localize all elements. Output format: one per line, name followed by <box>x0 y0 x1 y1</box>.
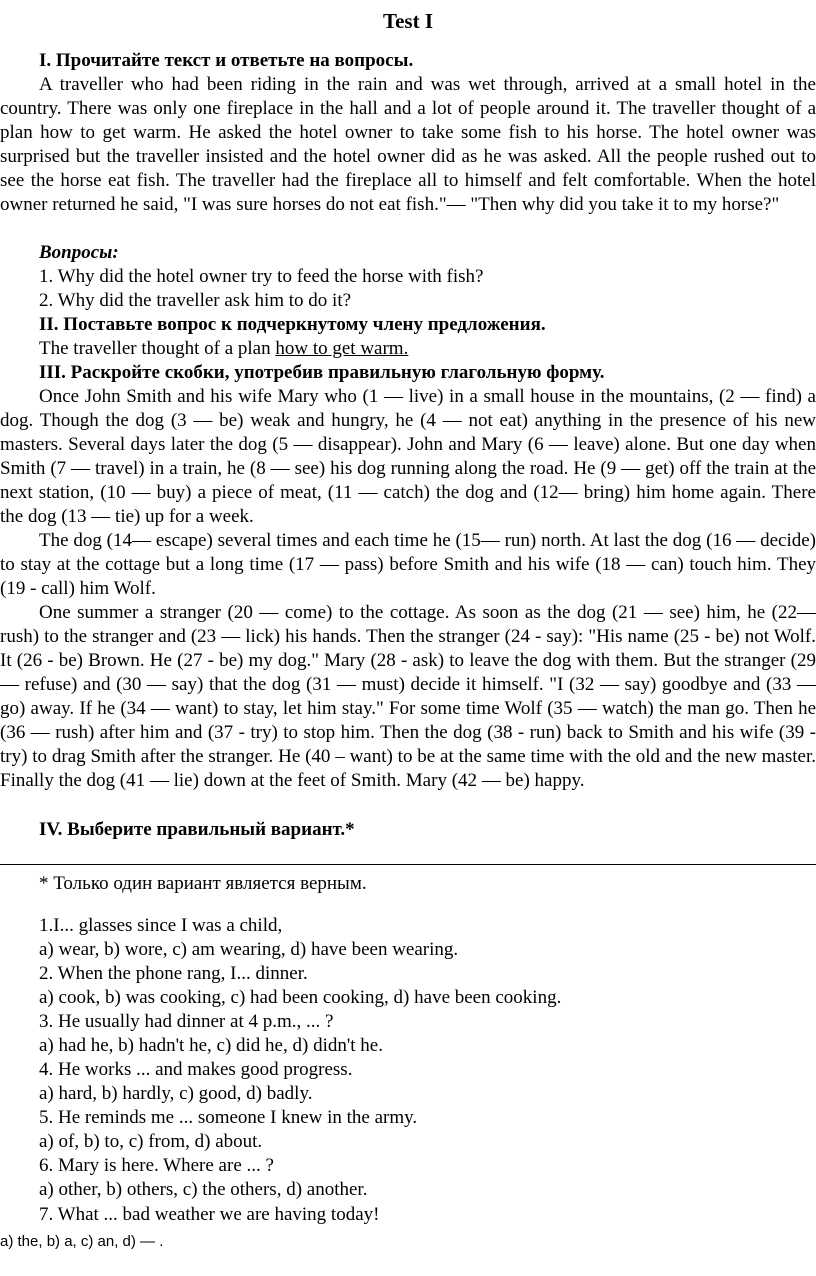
section-1-heading: I. Прочитайте текст и ответьте на вопросы. <box>39 50 414 71</box>
item-6-question: 6. Mary is here. Where are ... ? <box>39 1155 274 1176</box>
item-5-options: a) of, b) to, c) from, d) about. <box>39 1131 263 1152</box>
item-2-options: a) cook, b) was cooking, c) had been cooking, d) have been cooking. <box>39 987 562 1008</box>
question-1: 1. Why did the hotel owner try to feed the horse with fish? <box>39 266 484 287</box>
item-7-options: a) the, b) a, c) an, d) — . <box>0 1233 164 1250</box>
item-4-options: a) hard, b) hardly, c) good, d) badly. <box>39 1083 313 1104</box>
item-7-question: 7. What ... bad weather we are having today! <box>39 1204 380 1225</box>
footnote: * Только один вариант является верным. <box>39 873 367 894</box>
story-paragraph-3: One summer a stranger (20 — come) to the cottage. As soon as the dog (21 — see) him, he (22— rush) to the stranger and (23 — lick) his hands. Then the stranger (24 - say): "His name (25 - be) not Wolf. It (26 - be) Brown. He (27 - be) my dog." Mary (28 - ask) to leave the dog with them. But the stranger (29 — refuse) and (30 — say) that the dog (31 — must) decide it himself. "I (32 — say) goodbye and (33 — go) away. If he (34 — want) to stay, let him stay." For some time Wolf (35 — watch) the man go. Then he (36 — rush) after him and (37 - try) to stop him. Then the dog (38 - run) back to Smith and his wife (39 - try) to drag Smith after the stranger. He (40 – want) to be at the same time with the old and the new master. Finally the dog (41 — lie) down at the feet of Smith. Mary (42 — be) happy. <box>0 602 816 791</box>
reading-text: A traveller who had been riding in the rain and was wet through, arrived at a small hotel in the country. There was only one fireplace in the hall and a lot of people around it. The traveller thought of a plan how to get warm. He asked the hotel owner to take some fish to his horse. The hotel owner was surprised but the traveller insisted and the hotel owner did as he was asked. All the people rushed out to see the horse eat fish. The traveller had the fireplace all to himself and felt comfortable. When the hotel owner returned he said, "I was sure horses do not eat fish."— "Then why did you take it to my horse?" <box>0 74 816 215</box>
item-5-question: 5. He reminds me ... someone I knew in the army. <box>39 1107 418 1128</box>
document-title: Test I <box>383 9 433 33</box>
section-3-heading: III. Раскройте скобки, употребив правильную глагольную форму. <box>39 362 605 383</box>
section-2-sentence <box>0 337 816 361</box>
question-2: 2. Why did the traveller ask him to do it? <box>39 290 352 311</box>
questions-label: Вопросы: <box>39 242 119 263</box>
item-1-options: a) wear, b) wore, c) am wearing, d) have been wearing. <box>39 939 459 960</box>
story-paragraph-1: Once John Smith and his wife Mary who (1 — live) in a small house in the mountains, (2 — find) a dog. Though the dog (3 — be) weak and hungry, he (4 — not eat) anything in the presence of his new masters. Several days later the dog (5 — disappear). John and Mary (6 — leave) alone. But one day when Smith (7 — travel) in a train, he (8 — see) his dog running along the road. He (9 — get) off the train at the next station, (10 — buy) a piece of meat, (11 — catch) the dog and (12— bring) him home again. There the dog (13 — tie) up for a week. <box>0 386 816 527</box>
section-4-heading: IV. Выберите правильный вариант.* <box>39 819 355 840</box>
section-2-heading: II. Поставьте вопрос к подчеркнутому члену предложения. <box>39 314 546 335</box>
underlined-phrase: how to get warm. <box>275 338 409 359</box>
item-3-options: a) had he, b) hadn't he, c) did he, d) didn't he. <box>39 1035 383 1056</box>
item-1-question: 1.I... glasses since I was a child, <box>39 915 283 936</box>
item-2-question: 2. When the phone rang, I... dinner. <box>39 963 308 984</box>
item-3-question: 3. He usually had dinner at 4 p.m., ... ? <box>39 1011 334 1032</box>
story-paragraph-2: The dog (14— escape) several times and each time he (15— run) north. At last the dog (16 — decide) to stay at the cottage but a long time (17 — pass) before Smith and his wife (18 — can) touch him. They (19 - call) him Wolf. <box>0 530 816 599</box>
item-4-question: 4. He works ... and makes good progress. <box>39 1059 353 1080</box>
sentence-text: The traveller thought of a plan <box>39 338 276 359</box>
item-6-options: a) other, b) others, c) the others, d) another. <box>39 1179 368 1200</box>
footnote-divider <box>0 864 816 865</box>
